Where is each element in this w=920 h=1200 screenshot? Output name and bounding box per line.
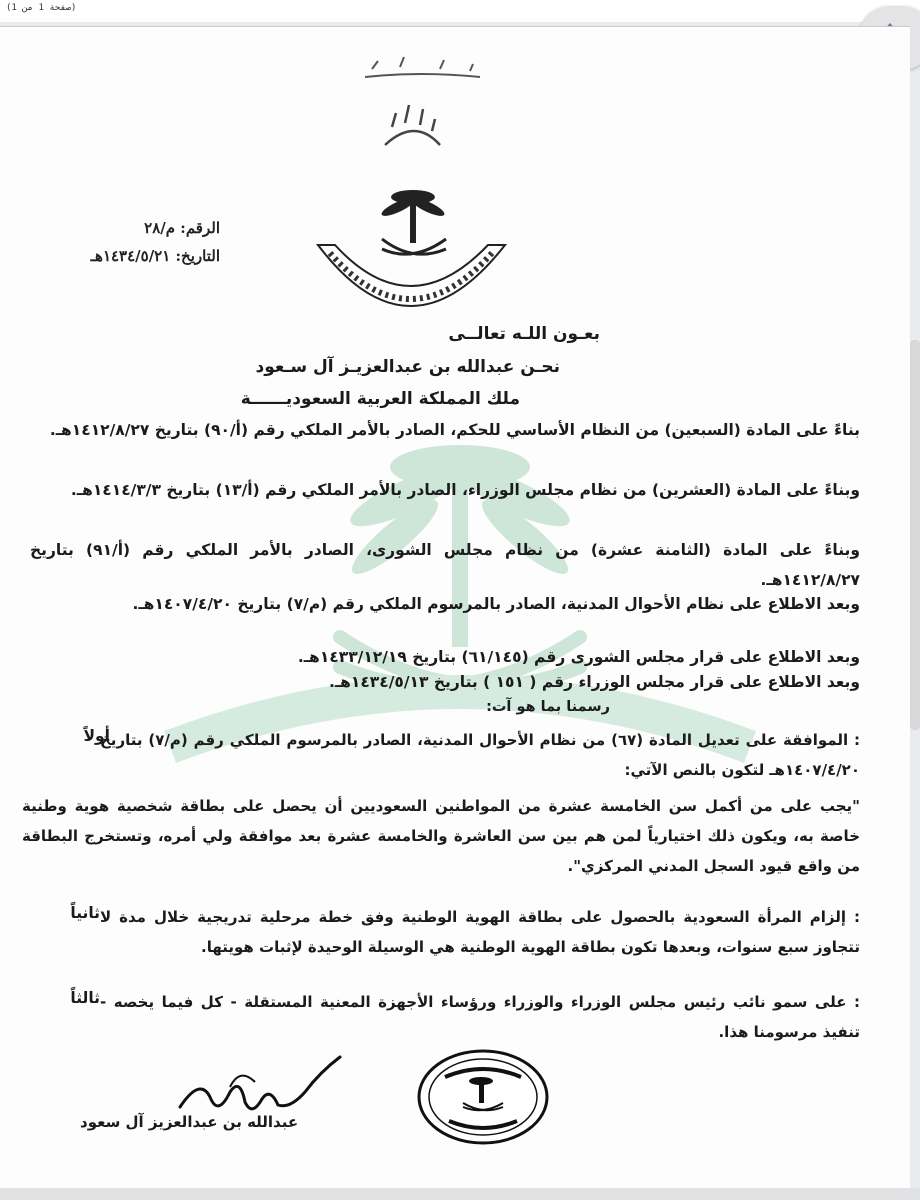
recital-paragraph: وبعد الاطلاع على قرار مجلس الشورى رقم (٦١/١٤٥) بتاريخ ١٤٣٣/١٢/١٩هـ.: [297, 648, 860, 666]
king-name: نحـن عبدالله بن عبدالعزيـز آل سـعود: [255, 357, 560, 377]
royal-seal-stamp-icon: [415, 1047, 555, 1147]
scrollbar[interactable]: [910, 340, 920, 730]
recital-paragraph: وبعد الاطلاع على نظام الأحوال المدنية، الصادر بالمرسوم الملكي رقم (م/٧) بتاريخ ١٤٠٧/٤/٢٠هـ.: [132, 595, 860, 613]
reference-number: الرقم: م/٢٨: [144, 219, 220, 237]
basmala-calligraphy-icon: [365, 57, 480, 77]
article-label: أولاً: [83, 727, 110, 745]
palm-and-swords-emblem-icon: [380, 190, 447, 254]
opening-invocation: بعـون اللـه تعالــى: [448, 324, 600, 344]
signatory-name: عبدالله بن عبدالعزيز آل سعود: [80, 1113, 299, 1131]
recital-paragraph: وبعد الاطلاع على قرار مجلس الوزراء رقم ( ١٥١ ) بتاريخ ١٤٣٤/٥/١٣هـ.: [328, 673, 860, 691]
article-label: ثالثاً: [70, 989, 100, 1007]
recital-paragraph: وبناءً على المادة (العشرين) من نظام مجلس الوزراء، الصادر بالأمر الملكي رقم (أ/١٣) بتاريخ ١٤١٤/٣/٣هـ.: [70, 481, 860, 499]
recital-paragraph: وبناءً على المادة (الثامنة عشرة) من نظام مجلس الشورى، الصادر بالأمر الملكي رقم (أ/٩١) بتاريخ ١٤١٢/٨/٢٧هـ.: [30, 541, 860, 589]
king-title: ملك المملكة العربية السعوديــــــة: [240, 389, 520, 409]
page-indicator: (صفحة 1 من 1): [6, 3, 77, 13]
viewer-toolbar: [0, 0, 920, 22]
article-label: ثانياً: [70, 904, 100, 922]
article-text: : الموافقة على تعديل المادة (٦٧) من نظام الأحوال المدنية، الصادر بالمرسوم الملكي رقم (م/٧) بتاريخ ١٤٠٧/٤/٢٠هـ لتكون بالنص الآتي:: [100, 731, 861, 779]
article-text: : على سمو نائب رئيس مجلس الوزراء والوزراء ورؤساء الأجهزة المعنية المستقلة - كل فيما يخصه - تنفيذ مرسومنا هذا.: [100, 993, 860, 1041]
shahada-calligraphy-icon: [385, 105, 440, 145]
document-page: [0, 26, 910, 1189]
article-quote: "يجب على من أكمل سن الخامسة عشرة من المواطنين السعوديين أن يحصل على بطاقة شخصية هوية وطنية خاصة به، ويكون ذلك اختيارياً لمن هم بين سن العاشرة والخامسة عشرة بعد موافقة ولي أمره، وتستخرج البطاقة من واقع قيود السجل المدني المركزي".: [22, 797, 860, 875]
recital-paragraph: بناءً على المادة (السبعين) من النظام الأساسي للحكم، الصادر بالأمر الملكي رقم (أ/٩٠) بتاريخ ١٤١٢/٨/٢٧هـ.: [49, 421, 860, 439]
viewer-bottom-strip: [0, 1188, 920, 1200]
letterhead-emblem: [0, 27, 910, 347]
document-date: التاريخ: ١٤٣٤/٥/٢١هـ: [90, 247, 220, 265]
decree-intro: رسمنا بما هو آت:: [486, 699, 610, 715]
article-text: : إلزام المرأة السعودية بالحصول على بطاقة الهوية الوطنية وفق خطة مرحلية تدريجية خلال مدة لا تتجاوز سبع سنوات، وبعدها تكون بطاقة الهوية الوطنية هي الوسيلة الوحيدة لإثبات هويتها.: [100, 908, 860, 956]
